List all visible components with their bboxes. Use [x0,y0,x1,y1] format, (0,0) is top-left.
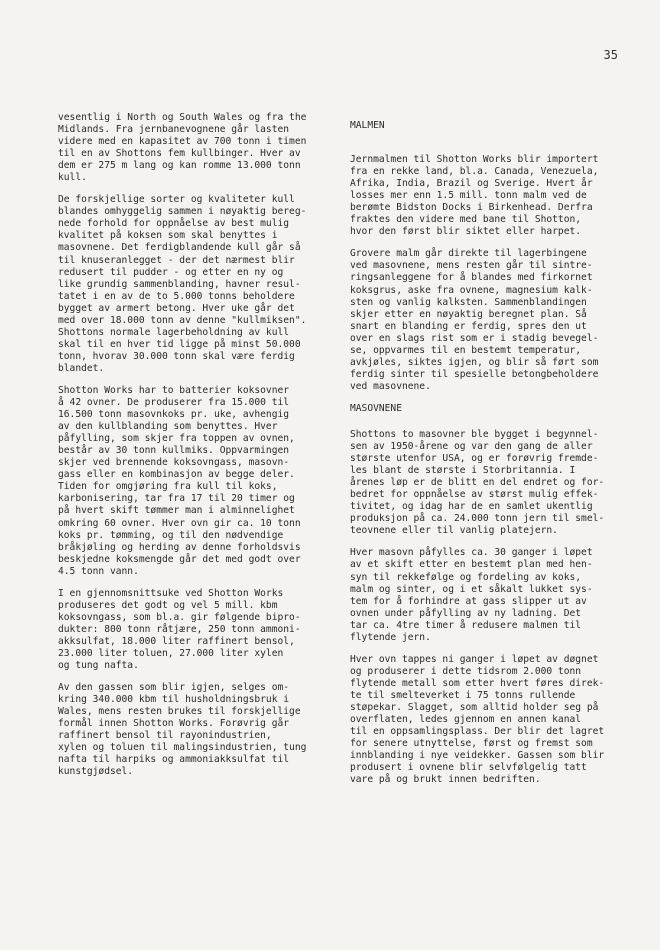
paragraph: Grovere malm går direkte til lagerbingene ved masovnene, mens resten går til sintre- ringsanleggene for å blandes med firkornet koksgrus, aske fra ovnene, magnesium kalk- sten og vanlig kalksten. Sammenblandingen skjer etter en nøyaktig beregnet plan. Så snart en blanding er ferdig, spres den ut over en slags rist som er i stadig bevegel- se, oppvarmes til en bestemt temperatur, avkjøles, siktes igjen, og blir så ført som ferdig sinter til spesielle betongbeholdere ved masovnene. [350,248,599,392]
paragraph: I en gjennomsnittsuke ved Shotton Works produseres det godt og vel 5 mill. kbm koksovngass, som bl.a. gir følgende bipro- dukter: 800 tonn råtjære, 250 tonn ammoni- akksulfat, 18.000 liter raffinert bensol, 23.000 liter toluen, 27.000 liter xylen og tung nafta. [58,587,301,672]
paragraph: Shottons to masovner ble bygget i begynnel- sen av 1950-årene og var den gang de aller største utenfor USA, og er forøvrig fremde- les blant de største i Storbritannia. I årenes løp er de blitt en del endret og for- bedret for oppnåelse av størst mulig effek- tivitet, og idag har de en samlet ukentlig produksjon på ca. 24.000 tonn jern til smel- teovnene eller til vanlig platejern. [350,428,605,537]
paragraph: Hver masovn påfylles ca. 30 ganger i løpet av et skift etter en bestemt plan med hen- syn til rekkefølge og fordeling av koks, malm og sinter, og i et såkalt lukket sys- tem for å forhindre at gass slipper ut av ovnen under påfylling av ny ladning. Det tar ca. 4tre timer å redusere malmen til flytende jern. [350,547,593,643]
paragraph: Hver ovn tappes ni ganger i løpet av døgnet og produserer i dette tidsrom 2.000 tonn flytende metall som etter hvert føres direk- te til smelteverket i 75 tonns rullende støpekar. Slagget, som alltid holder seg på overflaten, ledes gjennom en annen kanal til en oppsamlingsplass. Der blir det lagret for senere utnyttelse, først og fremst som innblanding i nye veidekker. Gassen som blir produsert i ovnene blir selvfølgelig tatt vare på og brukt innen bedriften. [350,653,605,786]
paragraph: Shotton Works har to batterier koksovner å 42 ovner. De produserer fra 15.000 til 16.500 tonn masovnkoks pr. uke, avhengig av den kullblanding som benyttes. Hver påfylling, som skjer fra toppen av ovnen, består av 30 tonn kullmiks. Oppvarmingen skjer ved brennende koksovngass, masovn- gass eller en kombinasjon av begge deler. Tiden for omgjøring fra kull til koks, karbonisering, tar fra 17 til 20 timer og på hvert skift tømmer man i alminnelighet omkring 60 ovner. Hver ovn gir ca. 10 tonn koks pr. tømming, og til den nødvendige bråkjøling og herding av denne forholdsvis beskjedne koksmengde går det med godt over 4.5 tonn vann. [58,384,301,577]
page-number: 35 [603,48,618,62]
paragraph: vesentlig i North og South Wales og fra the Midlands. Fra jernbanevognene går lasten videre med en kapasitet av 700 tonn i timen til en av Shottons fem kullbinger. Hver av dem er 275 m lang og kan romme 13.000 tonn kull. [58,112,307,184]
paragraph: Av den gassen som blir igjen, selges om- kring 340.000 kbm til husholdningsbruk i Wales, mens resten brukes til forskjellige formål innen Shotton Works. Forøvrig går raffinert bensol til rayonindustrien, xylen og toluen til malingsindustrien, tung nafta til harpiks og ammoniakksulfat til kunstgjødsel. [58,682,307,778]
paragraph: Jernmalmen til Shotton Works blir importert fra en rekke land, bl.a. Canada, Venezuela, Afrika, India, Brazil og Sverige. Hvert år losses mer enn 1.5 mill. tonn malm ved de berømte Bidston Docks i Birkenhead. Derfra fraktes den videre med bane til Shotton, hvor den først blir siktet eller harpet. [350,154,599,238]
right-column [350,120,628,796]
paragraph: De forskjellige sorter og kvaliteter kull blandes omhyggelig sammen i nøyaktig bereg- nede forhold for oppnåelse av best mulig kvalitet på koksen som skal benyttes i masovnene. Det ferdigblandende kull går så til knuseranlegget - der det nærmest blir redusert til pudder - og etter en ny og like grundig sammenblanding, havner resul- tatet i en av de to 5.000 tonns beholdere bygget av armert betong. Hver uke går det med over 18.000 tonn av denne "kullmiksen". Shottons normale lagerbeholdning av kull skal til en hver tid ligge på minst 50.000 tonn, hvorav 30.000 tonn skal være ferdig blandet. [58,194,307,374]
section-heading: MALMEN [350,120,385,131]
section-heading: MASOVNENE [350,402,402,414]
left-column [58,112,340,788]
